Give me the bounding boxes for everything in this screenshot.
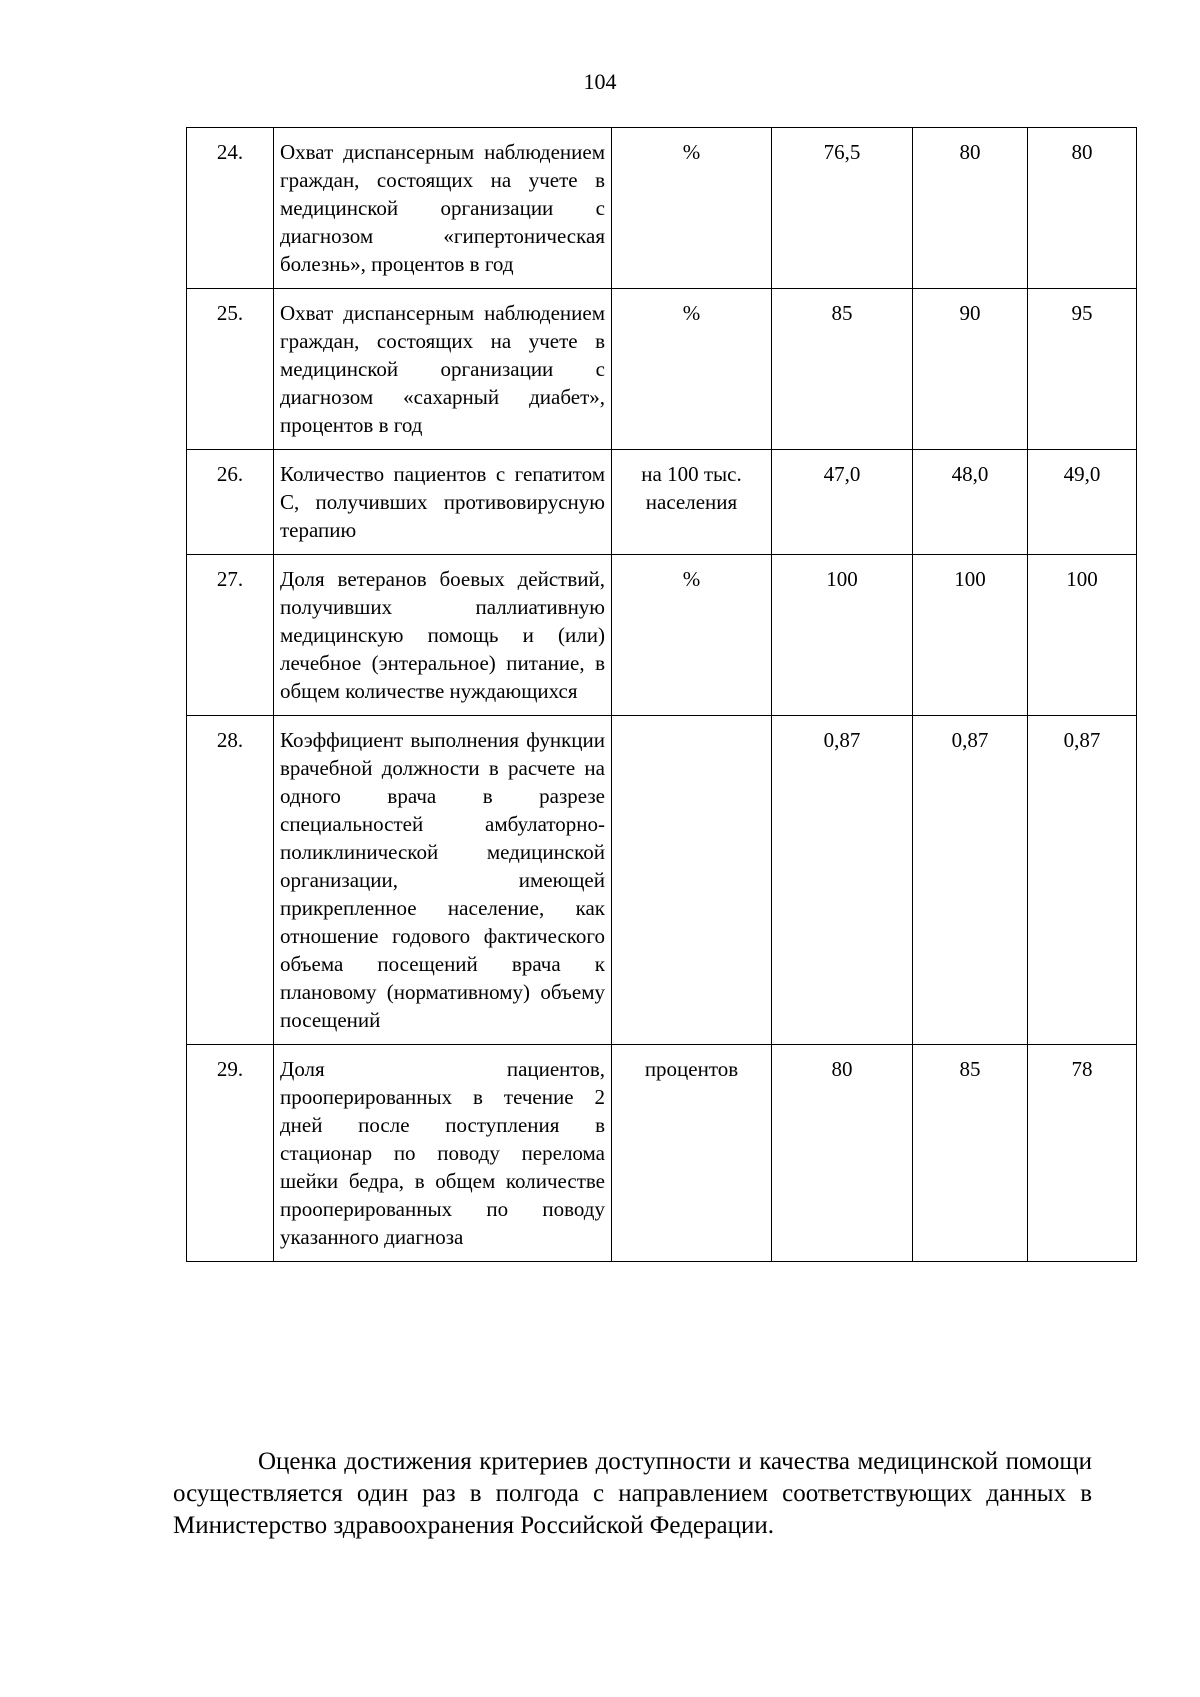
row-number: 28. — [187, 716, 274, 1045]
value-cell-1: 76,5 — [772, 128, 913, 289]
criteria-table — [186, 127, 1137, 1262]
value-cell-2: 0,87 — [913, 716, 1028, 1045]
criterion-name: Доля пациентов, прооперированных в течение 2 дней после поступления в стационар по поводу перелома шейки бедра, в общем количестве прооперированных по поводу указанного диагноза — [274, 1045, 612, 1262]
table-row — [187, 128, 1137, 289]
unit-cell: % — [612, 555, 772, 716]
value-cell-2: 80 — [913, 128, 1028, 289]
value-cell-1: 80 — [772, 1045, 913, 1262]
value-cell-3: 80 — [1028, 128, 1137, 289]
unit-cell: на 100 тыс. населения — [612, 450, 772, 555]
criterion-name: Доля ветеранов боевых действий, получивших паллиативную медицинскую помощь и (или) лечебное (энтеральное) питание, в общем количестве нуждающихся — [274, 555, 612, 716]
table-row — [187, 1045, 1137, 1262]
row-number: 24. — [187, 128, 274, 289]
table-row — [187, 716, 1137, 1045]
value-cell-2: 85 — [913, 1045, 1028, 1262]
unit-cell: процентов — [612, 1045, 772, 1262]
value-cell-1: 100 — [772, 555, 913, 716]
row-number: 29. — [187, 1045, 274, 1262]
criterion-name: Количество пациентов с гепатитом С, получивших противовирусную терапию — [274, 450, 612, 555]
value-cell-1: 47,0 — [772, 450, 913, 555]
value-cell-2: 48,0 — [913, 450, 1028, 555]
row-number: 25. — [187, 289, 274, 450]
unit-cell: % — [612, 128, 772, 289]
unit-cell: % — [612, 289, 772, 450]
value-cell-2: 90 — [913, 289, 1028, 450]
page-number: 104 — [583, 69, 617, 94]
value-cell-3: 49,0 — [1028, 450, 1137, 555]
value-cell-3: 0,87 — [1028, 716, 1137, 1045]
unit-cell — [612, 716, 772, 1045]
row-number: 26. — [187, 450, 274, 555]
table-row — [187, 289, 1137, 450]
criterion-name: Охват диспансерным наблюдением граждан, состоящих на учете в медицинской организации с диагнозом «гипертоническая болезнь», процентов в год — [274, 128, 612, 289]
value-cell-3: 95 — [1028, 289, 1137, 450]
table-row — [187, 450, 1137, 555]
row-number: 27. — [187, 555, 274, 716]
table-row — [187, 555, 1137, 716]
criterion-name: Охват диспансерным наблюдением граждан, состоящих на учете в медицинской организации с диагнозом «сахарный диабет», процентов в год — [274, 289, 612, 450]
value-cell-1: 0,87 — [772, 716, 913, 1045]
value-cell-1: 85 — [772, 289, 913, 450]
closing-paragraph: Оценка достижения критериев доступности и качества медицинской помощи осуществляется один раз в полгода с направлением соответствующих данных в Министерство здравоохранения Российской Федерации. — [173, 1448, 1092, 1539]
value-cell-2: 100 — [913, 555, 1028, 716]
value-cell-3: 100 — [1028, 555, 1137, 716]
criterion-name: Коэффициент выполнения функции врачебной должности в расчете на одного врача в разрезе специальностей амбулаторно-поликлинической медицинской организации, имеющей прикрепленное население, как отношение годового фактического объема посещений врача к плановому (нормативному) объему посещений — [274, 716, 612, 1045]
value-cell-3: 78 — [1028, 1045, 1137, 1262]
